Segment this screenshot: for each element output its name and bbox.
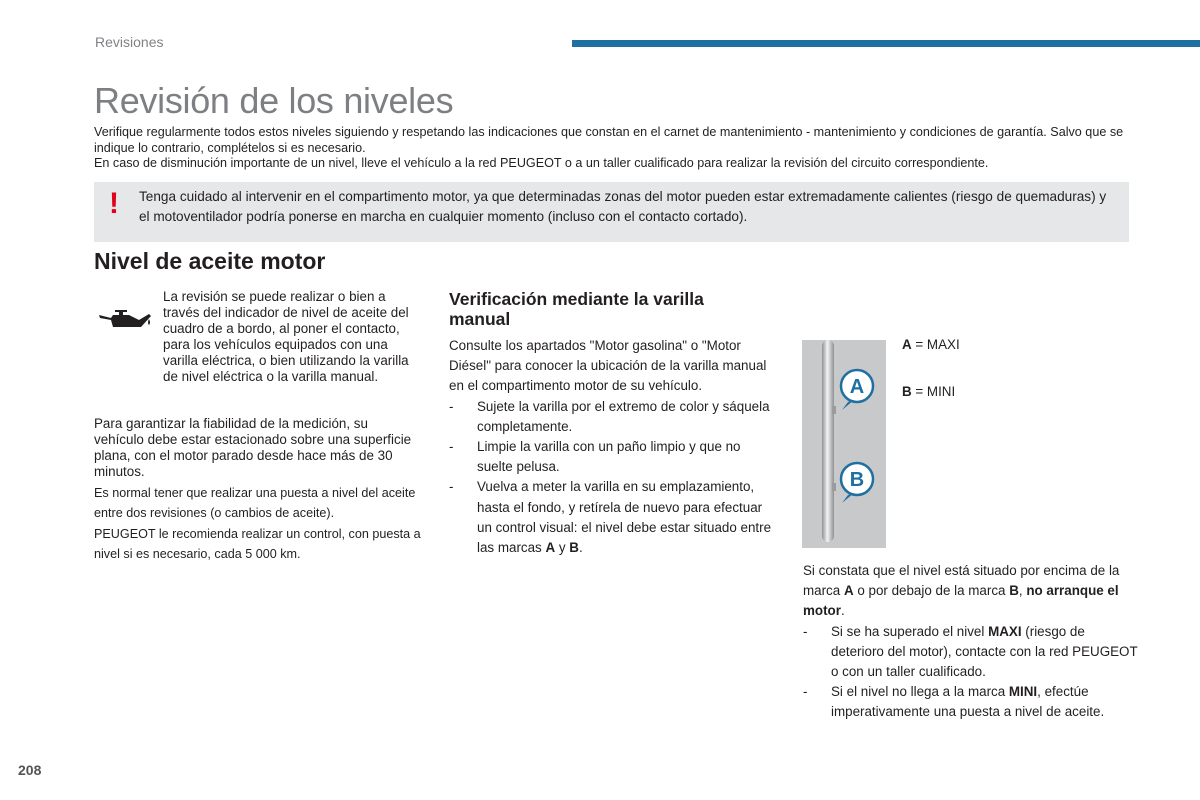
- item1-suffix: (riesgo de deterioro del motor), contacte con la red PEUGEOT o con un taller cualificado.: [831, 623, 1138, 680]
- level-text-end: .: [840, 603, 845, 619]
- and-text: y: [555, 540, 570, 556]
- step-item: [449, 477, 779, 558]
- level-item-maxi: [803, 622, 1138, 683]
- reliability-paragraph: [94, 416, 419, 480]
- warning-text: Tenga cuidado al intervenir en el compartimento motor, ya que determinadas zonas del motor pueden estar extremadamente calientes (riesgo de quemaduras) y el motoventilador podría ponerse en marcha en cualquier momento (incluso con el contacto cortado).: [139, 189, 1107, 224]
- manual-check-intro: Consulte los apartados "Motor gasolina" o "Motor Diésel" para conocer la ubicación de la varilla manual en el compartimento motor de su vehículo.: [449, 338, 767, 394]
- no-start-warning: no arranque el motor: [803, 583, 1119, 619]
- step-item: - Sujete la varilla por el extremo de color y sáquela completamente.: [449, 397, 779, 437]
- indicator-paragraph: [163, 289, 418, 385]
- legend-maxi: [902, 337, 960, 352]
- normal-refill-text: Es normal tener que realizar una puesta a nivel del aceite entre dos revisiones (o cambios de aceite).: [94, 486, 416, 521]
- period-text: .: [578, 540, 583, 556]
- page-title: Revisión de los niveles: [94, 80, 454, 121]
- level-mark-b: B: [1009, 583, 1019, 599]
- legend-b-value: = MINI: [911, 384, 956, 399]
- item1-prefix: Si se ha superado el nivel: [831, 623, 989, 639]
- mark-b-ref: B: [569, 540, 579, 556]
- warning-exclamation-icon: !: [109, 187, 119, 220]
- legend-a-key: A: [902, 337, 912, 352]
- marker-b-label: B: [849, 469, 865, 491]
- item2-bold: MINI: [1008, 684, 1038, 700]
- manual-check-body: [449, 336, 779, 558]
- step3-text: Vuelva a meter la varilla en su emplazamiento, hasta el fondo, y retírela de nuevo para efectuar un control visual: el nivel debe estar situado entre las marcas: [477, 479, 772, 556]
- level-text-mid: o por debajo de la marca: [853, 583, 1010, 599]
- recommendation-text: PEUGEOT le recomienda realizar un control, con puesta a nivel si es necesario, cada 5 000 km.: [94, 526, 421, 561]
- legend-b-key: B: [902, 384, 912, 399]
- marker-b-icon: [841, 463, 873, 503]
- page-number: 208: [18, 762, 42, 778]
- mark-a-ref: A: [545, 540, 556, 556]
- reliability-text: Para garantizar la fiabilidad de la medición, su vehículo debe estar estacionado sobre una superficie plana, con el motor parado desde hace más de 30 minutos.: [94, 416, 412, 479]
- item2-prefix: Si el nivel no llega a la marca: [831, 684, 1009, 700]
- notch-b: [832, 483, 836, 491]
- item2-suffix: , efectúe imperativamente una puesta a nivel de aceite.: [831, 684, 1105, 720]
- subheading-manual-dipstick: Verificación mediante la varilla manual: [449, 289, 704, 329]
- marker-a-label: A: [849, 376, 865, 398]
- section-heading-oil: Nivel de aceite motor: [94, 248, 326, 274]
- oil-can-icon: [97, 305, 153, 335]
- intro-text: [94, 125, 1134, 172]
- marker-a-icon: [841, 370, 873, 410]
- indicator-text: La revisión se puede realizar o bien a través del indicador de nivel de aceite del cuadro de a bordo, al poner el contacto, para los vehículos equipados con una varilla eléctrica, o bien utilizando la varilla de nivel eléctrica o la varilla manual.: [163, 289, 409, 384]
- section-label: Revisiones: [95, 34, 164, 50]
- level-mark-a: A: [843, 583, 854, 599]
- maintenance-paragraphs: [94, 483, 429, 564]
- dipstick-rod: [822, 340, 834, 542]
- level-check-paragraph: [803, 561, 1138, 622]
- level-check-list: [803, 622, 1138, 723]
- intro-paragraph-1: Verifique regularmente todos estos niveles siguiendo y respetando las indicaciones que constan en el carnet de mantenimiento - mantenimiento y condiciones de garantía. Salvo que se indique lo contrario, complételos si es necesario.: [94, 125, 1124, 155]
- dipstick-graphic: [802, 340, 886, 548]
- step-item: - Limpie la varilla con un paño limpio y que no suelte pelusa.: [449, 437, 779, 477]
- item1-bold: MAXI: [988, 623, 1022, 639]
- level-item-mini: [803, 682, 1138, 722]
- level-text-comma: ,: [1018, 583, 1027, 599]
- manual-check-steps: [449, 397, 779, 559]
- intro-paragraph-2: En caso de disminución importante de un nivel, lleve el vehículo a la red PEUGEOT o a un taller cualificado para realizar la revisión del circuito correspondiente.: [94, 156, 989, 170]
- legend-a-value: = MAXI: [911, 337, 960, 352]
- level-text-prefix: Si constata que el nivel está situado por encima de la marca: [803, 563, 1120, 599]
- level-check-body: [803, 561, 1138, 723]
- notch-a: [832, 406, 836, 414]
- legend-mini: [902, 384, 955, 399]
- dipstick-illustration: [802, 340, 886, 548]
- header-accent-bar: [572, 40, 1200, 47]
